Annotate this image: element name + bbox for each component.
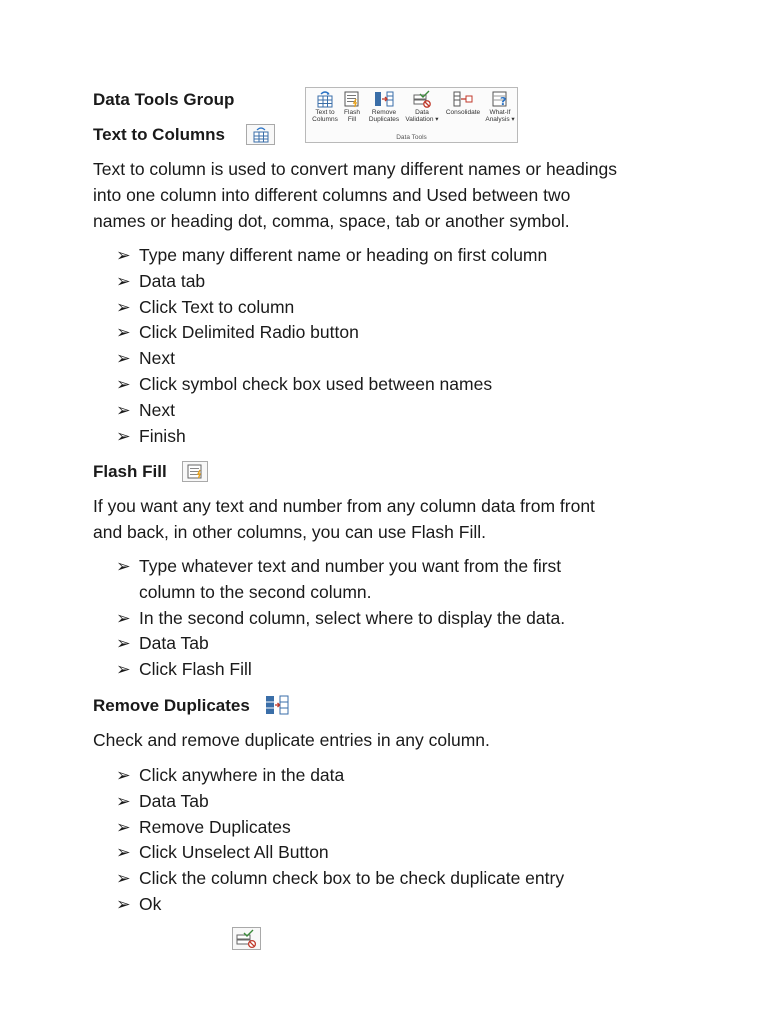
ribbon-label: Data <box>415 109 429 116</box>
description-line: into one column into different columns and Used between two <box>93 184 571 205</box>
what-if-analysis-icon <box>491 90 509 108</box>
ribbon-label: Columns <box>312 116 338 123</box>
bullet-arrow-icon: ➢ <box>116 425 131 446</box>
ribbon-label: Validation ▾ <box>405 116 439 123</box>
consolidate-icon <box>452 90 474 108</box>
bullet-arrow-icon: ➢ <box>116 607 131 628</box>
description-line: names or heading dot, comma, space, tab or another symbol. <box>93 210 570 231</box>
bullet-arrow-icon: ➢ <box>116 399 131 420</box>
description-line: If you want any text and number from any column data from front <box>93 496 595 516</box>
step-text: Data Tab <box>139 790 209 811</box>
bullet-arrow-icon: ➢ <box>116 765 131 785</box>
list-item <box>116 789 676 815</box>
ribbon-label: Fill <box>347 116 357 123</box>
step-text: Next <box>139 348 175 369</box>
step-text: Click Delimited Radio button <box>139 322 359 343</box>
ribbon-label: Text to <box>315 109 335 116</box>
list-item <box>116 424 676 450</box>
data-validation-icon <box>412 90 432 108</box>
text-to-columns-heading: Text to Columns <box>93 125 225 144</box>
ribbon-label: Remove <box>371 109 397 116</box>
step-text: Type whatever text and number you want from the first <box>139 556 562 576</box>
description-line: Text to column is used to convert many different names or headings <box>93 159 617 179</box>
ribbon-data-validation-button[interactable] <box>403 88 441 132</box>
bullet-arrow-icon: ➢ <box>116 633 131 654</box>
step-text: Type many different name or heading on first column <box>139 245 548 265</box>
list-item <box>116 606 676 632</box>
bullet-arrow-icon: ➢ <box>116 322 131 343</box>
ribbon-label: Analysis ▾ <box>485 116 515 123</box>
ribbon-text-to-columns-button[interactable] <box>309 88 341 132</box>
step-text: Next <box>139 399 175 420</box>
text-to-columns-icon <box>247 125 274 144</box>
data-tools-heading: Data Tools Group <box>93 90 235 109</box>
step-text: Data Tab <box>139 633 209 654</box>
text-to-columns-icon <box>316 90 334 108</box>
list-item <box>116 840 676 866</box>
bullet-arrow-icon: ➢ <box>116 270 131 291</box>
list-item <box>116 320 676 346</box>
data-tools-ribbon <box>305 87 518 143</box>
step-text: Click Text to column <box>139 296 295 317</box>
list-item <box>116 372 676 398</box>
svg-text:?: ? <box>500 95 507 108</box>
step-text: In the second column, select where to display the data. <box>139 607 566 628</box>
list-item <box>116 815 676 841</box>
list-item <box>116 554 676 580</box>
list-item-continuation <box>116 580 676 606</box>
ribbon-remove-duplicates-button[interactable] <box>365 88 403 132</box>
ribbon-label: What-If <box>489 109 511 116</box>
ribbon-label: Flash <box>344 109 360 116</box>
remove-duplicates-icon <box>264 694 290 716</box>
step-text: Data tab <box>139 270 206 291</box>
list-item <box>116 295 676 321</box>
bullet-arrow-icon: ➢ <box>116 868 131 889</box>
list-item <box>116 243 676 269</box>
flash-fill-description <box>93 494 595 546</box>
step-text: Ok <box>139 894 162 914</box>
text-to-columns-icon-image <box>246 124 275 145</box>
data-validation-icon-image <box>232 927 261 950</box>
bullet-arrow-icon: ➢ <box>116 894 131 914</box>
list-item <box>116 892 676 918</box>
ribbon-label: Duplicates <box>368 116 400 123</box>
ribbon-group-label: Data Tools <box>396 134 427 141</box>
bullet-arrow-icon: ➢ <box>116 374 131 394</box>
list-item <box>116 657 676 683</box>
step-text: Click Flash Fill <box>139 659 252 680</box>
list-item <box>116 269 676 295</box>
flash-fill-icon-image <box>182 461 208 482</box>
list-item <box>116 763 676 789</box>
bullet-arrow-icon: ➢ <box>116 816 131 837</box>
list-item <box>116 346 676 372</box>
list-item <box>116 866 676 892</box>
ribbon-label: Consolidate <box>445 109 481 116</box>
bullet-arrow-icon: ➢ <box>116 659 131 680</box>
data-validation-icon <box>233 928 260 949</box>
bullet-arrow-icon: ➢ <box>116 790 131 811</box>
step-text: Finish <box>139 425 186 446</box>
flash-fill-icon <box>183 462 207 481</box>
bullet-arrow-icon: ➢ <box>116 296 131 317</box>
step-text: Click Unselect All Button <box>139 842 329 863</box>
text-to-columns-description <box>93 157 617 234</box>
list-item <box>116 398 676 424</box>
step-text: Click symbol check box used between names <box>139 374 493 394</box>
remove-duplicates-icon-image <box>264 694 290 716</box>
step-text: column to the second column. <box>139 581 372 602</box>
bullet-arrow-icon: ➢ <box>116 556 131 576</box>
remove-duplicates-heading: Remove Duplicates <box>93 696 250 715</box>
bullet-arrow-icon: ➢ <box>116 348 131 369</box>
description-line: and back, in other columns, you can use Flash Fill. <box>93 521 486 542</box>
ribbon-consolidate-button[interactable] <box>442 88 484 132</box>
step-text: Click the column check box to be check duplicate entry <box>139 868 565 889</box>
remove-duplicates-icon <box>374 90 394 108</box>
bullet-arrow-icon: ➢ <box>116 245 131 265</box>
step-text: Remove Duplicates <box>139 816 291 837</box>
ribbon-flash-fill-button[interactable] <box>340 88 364 132</box>
bullet-arrow-icon: ➢ <box>116 842 131 863</box>
list-item <box>116 631 676 657</box>
step-text: Click anywhere in the data <box>139 765 345 785</box>
remove-duplicates-description: Check and remove duplicate entries in any column. <box>93 730 490 750</box>
ribbon-what-if-analysis-button[interactable] <box>484 88 516 132</box>
flash-fill-heading: Flash Fill <box>93 462 167 481</box>
flash-fill-icon <box>343 90 361 108</box>
